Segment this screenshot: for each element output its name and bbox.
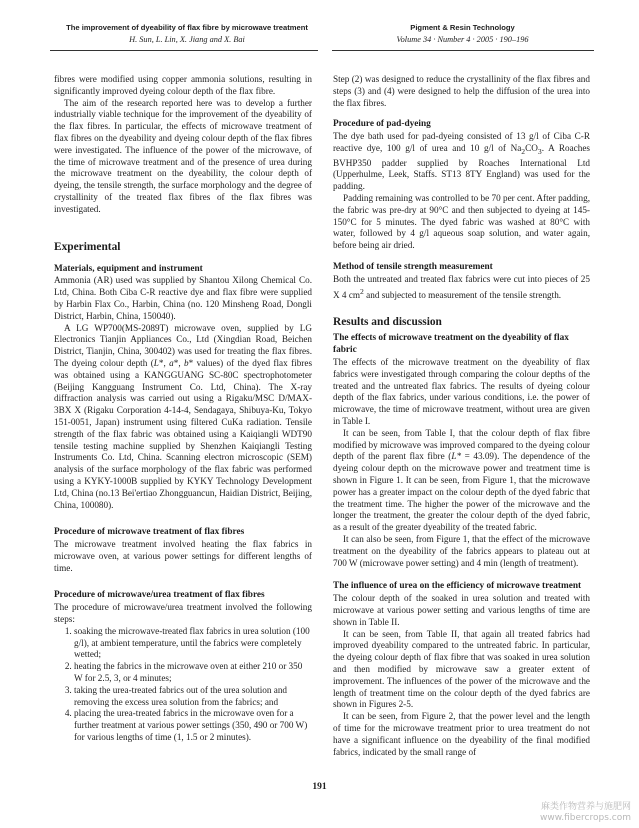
journal-volume: Volume 34 · Number 4 · 2005 · 190–196 xyxy=(396,35,529,44)
paragraph: It can also be seen, from Figure 1, that the effect of the microwave treatment on the dyeability of the fabrics appears to plateau out at 700 W (microwave power setting) and 4 min (length of treatment). xyxy=(333,533,590,568)
list-item: 2. heating the fabrics in the microwave oven at either 210 or 350 W for 2.5, 3, or 4 minutes; xyxy=(74,661,312,685)
paragraph: The aim of the research reported here was to develop a further industrially viable technique for the improvement of the dyeability of the flax fibres. In particular, the effects of microwave treatment of flax fibres on the dyeability and dyeing colour depth of the flax fibres were investigated. The influence of the power of the microwave, of the time of microwave treatment and of the presence of urea during the microwave treatment on the dyeability, the colour depth of dyeing, the tensile strength, the surface morphology and the degree of crystallinity of the treated flax fibres of the flax fibres was investigated. xyxy=(54,97,312,214)
subsection-heading-urea-influence: The influence of urea on the efficiency of microwave treatment xyxy=(333,581,582,592)
watermark-url: www.fibercrops.com xyxy=(540,813,631,823)
paragraph-equipment: A LG WP700(MS-2089T) microwave oven, supplied by LG Electronics Tianjin Appliances Co., Ltd (Xingdian Road, Beichen District, Tianjin, China, 300402) was used for treating the flax fibres. The dyeing colour depth (L*, a*, b* values) of the dyed flax fibres was obtained using a KANGGUANG SC-80C spectrophotometer (Beijing Kangguang Instrument Co. Ltd, China). The X-ray diffraction analysis was carried out using a Rigaku/MSC D/MAX-3BX X (Rigaku Corporation 4-14-4, Sendagaya, Shibuya-Ku, Tokyo 151-0051, Japan) instrument using filtered CuKa radiation. Tensile strength of the flax fabric was obtained using a Kaiqiangli WDT90 tensile testing machine supplied by Shenzhen Kaiqiangli Testing Instruments Co. Ltd, China. Scanning electron microscopic (SEM) analysis of the surface morphology of the flax fabric was performed using a KYKY-1000B supplied by KYKY Technology Development Ltd, China (no.13 Bei'ertiao Zhongguancun, Haidian District, Beijing, China, 100080). xyxy=(54,322,313,510)
list-item: 1. soaking the microwave-treated flax fabrics in urea solution (100 g/l), at ambient temperature, until the fabrics were completely wetted; xyxy=(74,626,312,661)
subsection-heading-tensile: Method of tensile strength measurement xyxy=(333,261,493,272)
paragraph-tensile: Both the untreated and treated flax fabrics were cut into pieces of 25 X 4 $cm^2$ and subjected to measurement of the tensile strength. xyxy=(333,273,590,300)
subsection-heading-materials: Materials, equipment and instrument xyxy=(54,263,203,274)
header-rule-left xyxy=(50,50,318,51)
paragraph: The colour depth of the soaked in urea solution and treated with microwave at various power setting and various lengths of time are shown in Table II. xyxy=(333,593,590,627)
section-heading-experimental: Experimental xyxy=(54,240,121,253)
header-left xyxy=(56,22,318,46)
subsection-heading-procedure-microwave: Procedure of microwave treatment of flax fibres xyxy=(54,527,245,538)
paragraph: The effects of the microwave treatment on the dyeability of flax fabrics were investigated through comparing the colour depths of the treated and the untreated flax fabrics. The results of dyeing colour depth of the flax fabrics, under various conditions, i.e. the power of microwave, the time of microwave treatment, without urea are given in Table I. xyxy=(333,357,590,427)
page-number: 191 xyxy=(312,782,327,792)
list-item: 4. placing the urea-treated fabrics in the microwave oven for a further treatment at various power settings (350, 490 or 700 W) for various lengths of time (1, 1.5 or 2 minutes). xyxy=(74,708,312,743)
paragraph: Ammonia (AR) used was supplied by Shantou Xilong Chemical Co. Ltd, China. Both Ciba C-R reactive dye and flax fibre were supplied by Harbin Flax Co., Harbin, China (no. 120 Minsheng Road, Dongli District, Harbin, China, 150040). xyxy=(54,275,312,321)
subsection-heading-procedure-urea: Procedure of microwave/urea treatment of flax fibres xyxy=(54,590,265,601)
watermark-chinese-text: 麻类作物营养与施肥网 xyxy=(540,802,631,812)
paragraph: The microwave treatment involved heating the flax fabrics in microwave oven, at various power settings for different lengths of time. xyxy=(54,539,312,573)
subsection-heading-pad-dyeing: Procedure of pad-dyeing xyxy=(333,119,431,130)
article-running-title: The improvement of dyeability of flax fibre by microwave treatment xyxy=(66,23,308,32)
article-authors: H. Sun, L. Lin, X. Jiang and X. Bai xyxy=(129,35,245,44)
paragraph: Step (2) was designed to reduce the crystallinity of the flax fibres and steps (3) and (4) were designed to help the diffusion of the urea into the flax fibres. xyxy=(333,74,590,108)
paragraph: Padding remaining was controlled to be 70 per cent. After padding, the fabric was pre-dry at 90°C and then subjected to dyeing at 145-150°C for 5 minutes. The dyed fabric was washed at 80°C with water, followed by 4 g/l aqueous soap solution, and water again, before being air dried. xyxy=(333,193,590,251)
paragraph: It can be seen, from Table II, that again all treated fabrics had improved dyeability compared to the untreated fabric. In particular, the dyeing colour depth of flax fibre that was soaked in urea solution and then modified by microwave saw a greater extent of improvement. The influences of the power of the microwave and the length of treatment time on the colour depth of the dyed fabrics are shown in Figures 2-5. xyxy=(333,628,590,710)
left-column xyxy=(54,74,312,744)
list-item: 3. taking the urea-treated fabrics out of the urea solution and removing the excess urea solution from the fabrics; and xyxy=(74,685,312,709)
paragraph: The procedure of microwave/urea treatment involved the following steps: xyxy=(54,602,312,625)
paragraph: fibres were modified using copper ammonia solutions, resulting in significantly improved dyeing colour depth of the flax fibre. xyxy=(54,74,312,96)
journal-name: Pigment & Resin Technology xyxy=(410,23,515,32)
paragraph-pad-dyeing: The dye bath used for pad-dyeing consisted of 13 g/l of Ciba C-R reactive dye, 100 g/l of urea and 10 g/l of $Na_2CO_3$. A Roaches BVHP350 padder supplied by Roaches International Ltd (Upperhulme, Leek, Staffs. ST13 8TY England) was used for the padding. xyxy=(333,131,590,192)
header-rule-right xyxy=(332,50,594,51)
procedure-steps-list xyxy=(54,626,312,744)
watermark xyxy=(540,802,631,824)
header-right xyxy=(334,22,591,46)
paragraph-effects-2: It can be seen, from Table I, that the colour depth of flax fibre modified by microwave was improved compared to the dyeing colour depth of the parent flax fibre (L* = 43.09). The dependence of the dyeing colour depth on the microwave power and treatment time is shown in Figure 1. It can be seen, from Figure 1, that the microwave power has a greater impact on the colour depth of the dyed fabric that the treatment time. The higher the power of the microwave and the longer the treatment, the greater the colour depth of the dyed fabric, as a result of the greater dyeability of the treated fabric. xyxy=(333,427,590,533)
section-heading-results: Results and discussion xyxy=(333,316,442,329)
right-column xyxy=(333,74,590,758)
paragraph: It can be seen, from Figure 2, that the power level and the length of time for the microwave treatment prior to urea treatment do not have a significant influence on the dyeability of the final modified fabrics, indicated by the small range of xyxy=(333,711,590,757)
running-header xyxy=(50,22,589,70)
subsection-heading-effects: The effects of microwave treatment on the dyeability of flax fabric xyxy=(333,333,569,356)
